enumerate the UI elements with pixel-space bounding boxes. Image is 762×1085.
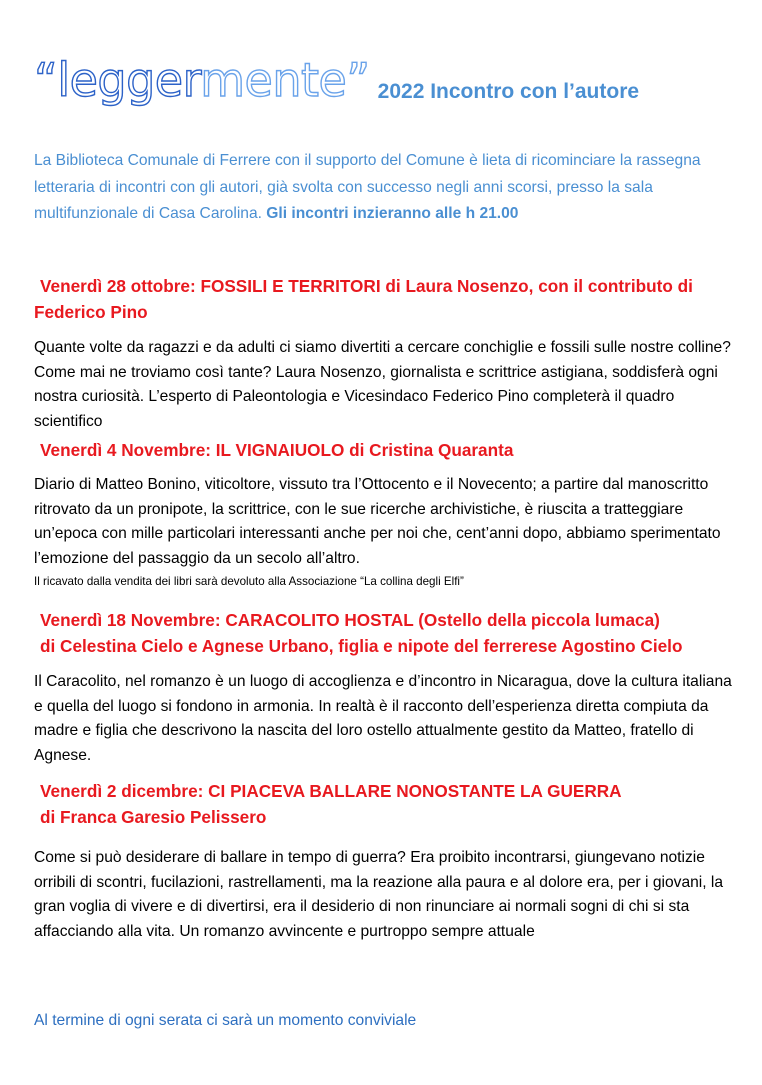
intro-paragraph (34, 148, 734, 228)
footer-note: Al termine di ogni serata ci sarà un momento conviviale (34, 1012, 417, 1029)
event-4-heading (34, 778, 744, 830)
event-3-heading (34, 607, 744, 659)
event-2-heading (34, 437, 744, 463)
page-subtitle: 2022 Incontro con l’autore (377, 80, 640, 103)
event-3-description: Il Caracolito, nel romanzo è un luogo di accoglienza e d’incontro in Nicaragua, dove la cultura italiana e quella del luogo si fondono in armonia. In realtà è il racconto dell’esperienza diretta compiuta da madre e figlia che descrivono la nascita del loro ostello attualmente gestito da Matteo, fratello di Agnese. (34, 673, 732, 764)
event-1-description: Quante volte da ragazzi e da adulti ci siamo divertiti a cercare conchiglie e fossili sulle nostre colline? Come mai ne troviamo così tante? Laura Nosenzo, giornalista e scrittrice astigiana, soddisferà ogni nostra curiosità. L’esperto di Paleontologia e Vicesindaco Federico Pino completerà il quadro scientifico (34, 339, 731, 430)
event-2-description: Diario di Matteo Bonino, viticoltore, vissuto tra l’Ottocento e il Novecento; a partire dal manoscritto ritrovato da un pronipote, la scrittrice, con le sue ricerche archivistiche, è riuscita a tratteggiare un’epoca con mille particolari interessanti anche per noi che, cent’anni dopo, abbiamo sperimentato l’emozione del passaggio da un secolo all’altro. (34, 476, 721, 567)
event-2-note: Il ricavato dalla vendita dei libri sarà devoluto alla Associazione “La collina degli Elfi” (34, 575, 464, 588)
event-3-heading-line2: di Celestina Cielo e Agnese Urbano, figlia e nipote del ferrerese Agostino Cielo (40, 636, 683, 656)
event-1-heading-line2: Federico Pino (34, 302, 148, 322)
page-title (34, 50, 639, 110)
event-2-heading-line1: Venerdì 4 Novembre: IL VIGNAIUOLO di Cristina Quaranta (40, 440, 514, 460)
event-3-heading-line1: Venerdì 18 Novembre: CARACOLITO HOSTAL (Ostello della piccola lumaca) (40, 610, 660, 630)
event-1-heading-line1: Venerdì 28 ottobre: FOSSILI E TERRITORI di Laura Nosenzo, con il contributo di (40, 276, 693, 296)
intro-text: La Biblioteca Comunale di Ferrere con il supporto del Comune è lieta di ricominciare la rassegna letteraria di incontri con gli autori, già svolta con successo negli anni scorsi, presso la sala multifunzionale di Casa Carolina. (34, 152, 701, 222)
intro-highlight: Gli incontri inzieranno alle h 21.00 (266, 205, 519, 222)
event-4-heading-line1: Venerdì 2 dicembre: CI PIACEVA BALLARE NONOSTANTE LA GUERRA (40, 781, 622, 801)
event-4-description: Come si può desiderare di ballare in tempo di guerra? Era proibito incontrarsi, giungevano notizie orribili di scontri, fucilazioni, rastrellamenti, ma la reazione alla paura e al dolore era, per i giovani, la gran voglia di vivere e di divertirsi, era il desiderio di non rinunciare ai normali sogni di chi si sta affacciando alla vita. Un romanzo avvincente e purtroppo sempre attuale (34, 849, 724, 940)
event-1-heading (34, 273, 744, 325)
leggermente-logo: “leggermente” (34, 53, 370, 107)
event-4-heading-line2: di Franca Garesio Pelissero (40, 807, 267, 827)
